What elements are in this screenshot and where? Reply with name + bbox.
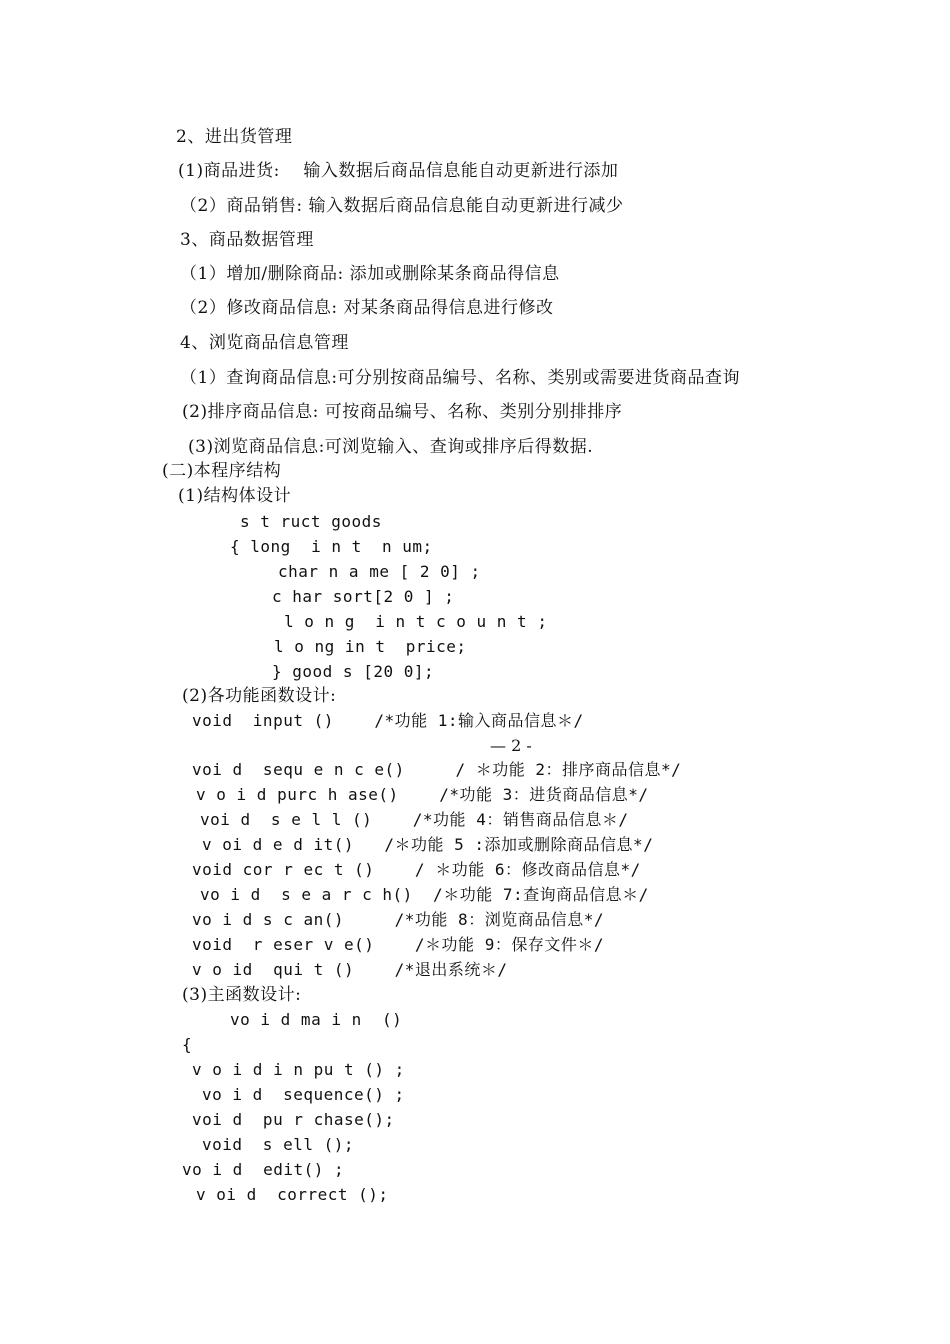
code-line: void s ell (); (202, 1135, 354, 1154)
list-item-query: （1）查询商品信息:可分别按商品编号、名称、类别或需要进货商品查询 (180, 368, 741, 388)
subheading-main-design: (3)主函数设计: (182, 985, 302, 1005)
list-item-add-delete: （1）增加/删除商品: 添加或删除某条商品得信息 (180, 264, 560, 284)
code-line: } good s [20 0]; (272, 662, 435, 681)
section-heading-browse: 4、浏览商品信息管理 (180, 333, 349, 353)
section-heading-inventory: 2、进出货管理 (176, 127, 293, 147)
code-line: v oi d e d it() /＊功能 5 :添加或删除商品信息*/ (202, 835, 654, 854)
code-line: voi d pu r chase(); (192, 1110, 395, 1129)
code-line: { long i n t n um; (230, 537, 433, 556)
code-line: v o id qui t () /*退出系统＊/ (192, 960, 508, 979)
section-heading-data: 3、商品数据管理 (180, 230, 314, 250)
list-item-sort: (2)排序商品信息: 可按商品编号、名称、类别分别排排序 (182, 402, 623, 422)
code-line: v o i d purc h ase() /*功能 3：进货商品信息*/ (196, 785, 649, 804)
code-line: void cor r ec t () / ＊功能 6：修改商品信息*/ (192, 860, 641, 879)
code-line: l o n g i n t c o u n t ; (284, 612, 548, 631)
code-line: vo i d s c an() /*功能 8：浏览商品信息*/ (192, 910, 604, 929)
code-line: void r eser v e() /＊功能 9：保存文件＊/ (192, 935, 604, 954)
code-line: v oi d correct (); (196, 1185, 389, 1204)
code-line: c har sort[2 0 ] ; (272, 587, 455, 606)
subheading-struct-design: (1)结构体设计 (178, 486, 292, 506)
code-line: l o ng in t price; (274, 637, 467, 656)
page-number: — 2 - (490, 736, 532, 755)
code-line: s t ruct goods (240, 512, 382, 531)
list-item-purchase: (1)商品进货: 输入数据后商品信息能自动更新进行添加 (178, 161, 619, 181)
list-item-browse: (3)浏览商品信息:可浏览输入、查询或排序后得数据. (188, 437, 594, 457)
code-line: vo i d sequence() ; (202, 1085, 405, 1104)
code-line: { (182, 1035, 193, 1054)
code-line: vo i d ma i n () (230, 1010, 403, 1029)
code-line: vo i d s e a r c h() /＊功能 7:查询商品信息＊/ (200, 885, 649, 904)
section-heading-structure: (二)本程序结构 (162, 461, 282, 481)
subheading-function-design: (2)各功能函数设计: (182, 686, 337, 706)
code-line: void input () /*功能 1:输入商品信息＊/ (192, 711, 584, 730)
code-line: voi d sequ e n c e() / ＊功能 2：排序商品信息*/ (192, 760, 682, 779)
list-item-sales: （2）商品销售: 输入数据后商品信息能自动更新进行减少 (180, 196, 624, 216)
code-line: v o i d i n pu t () ; (192, 1060, 405, 1079)
code-line: char n a me [ 2 0] ; (278, 562, 481, 581)
code-line: voi d s e l l () /*功能 4：销售商品信息＊/ (200, 810, 629, 829)
list-item-modify: （2）修改商品信息: 对某条商品得信息进行修改 (180, 298, 554, 318)
code-line: vo i d edit() ; (182, 1160, 345, 1179)
